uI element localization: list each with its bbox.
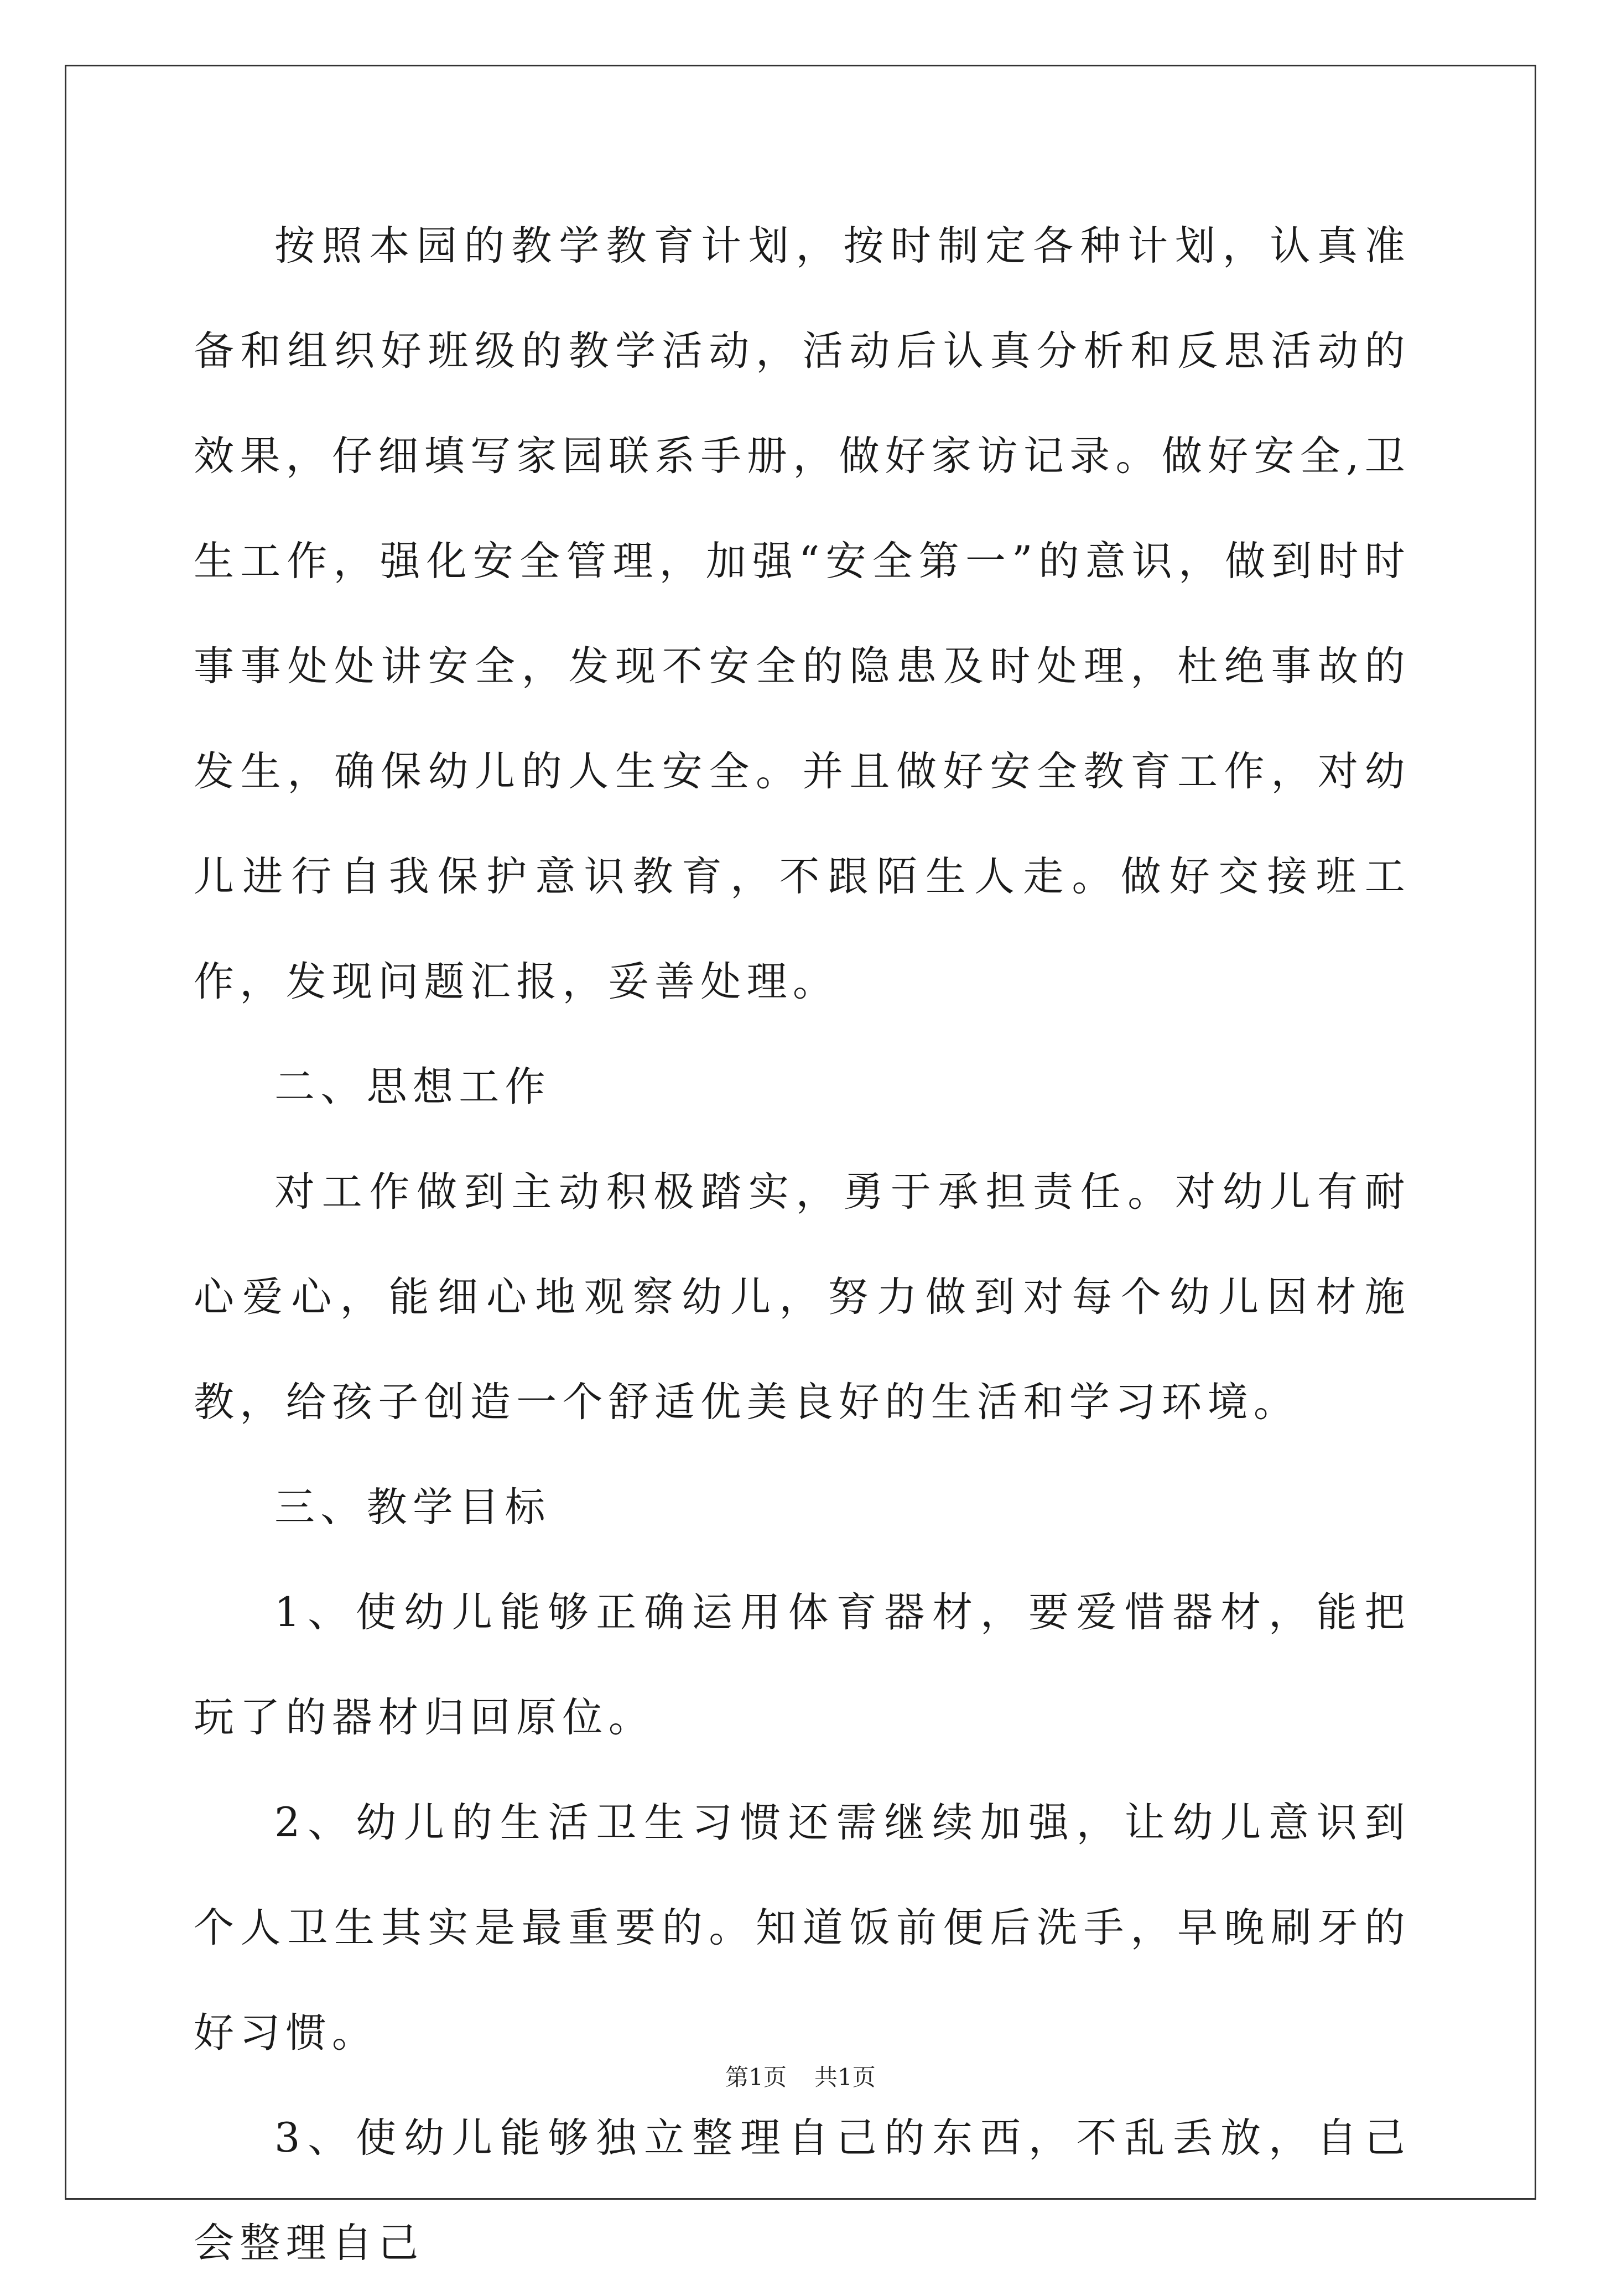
document-body xyxy=(194,194,1411,2296)
paragraph-thought-work: 对工作做到主动积极踏实，勇于承担责任。对幼儿有耐心爱心，能细心地观察幼儿，努力做到对每个幼儿因材施教，给孩子创造一个舒适优美良好的生活和学习环境。 xyxy=(194,1168,1411,1426)
paragraph-duties: 按照本园的教学教育计划，按时制定各种计划，认真准备和组织好班级的教学活动，活动后认真分析和反思活动的效果，仔细填写家园联系手册，做好家访记录。做好安全,卫生工作，强化安全管理，加强“安全第一”的意识，做到时时事事处处讲安全，发现不安全的隐患及时处理，杜绝事故的发生，确保幼儿的人生安全。并且做好安全教育工作，对幼儿进行自我保护意识教育，不跟陌生人走。做好交接班工作，发现问题汇报，妥善处理。 xyxy=(194,222,1411,1005)
section-heading-thought-work: 二、思想工作 xyxy=(274,1063,551,1110)
goal-item-1: 1、使幼儿能够正确运用体育器材，要爱惜器材，能把玩了的器材归回原位。 xyxy=(194,1589,1411,1741)
page-total: 共1页 xyxy=(814,2064,876,2091)
section-heading-teaching-goals: 三、教学目标 xyxy=(274,1484,551,1531)
goal-item-3: 3、使幼儿能够独立整理自己的东西，不乱丢放，自己会整理自己 xyxy=(194,2115,1411,2267)
page-number: 第1页 xyxy=(725,2064,787,2091)
page-footer xyxy=(0,2059,1601,2092)
goal-item-2: 2、幼儿的生活卫生习惯还需继续加强，让幼儿意识到个人卫生其实是最重要的。知道饭前便后洗手，早晚刷牙的好习惯。 xyxy=(194,1799,1411,2056)
